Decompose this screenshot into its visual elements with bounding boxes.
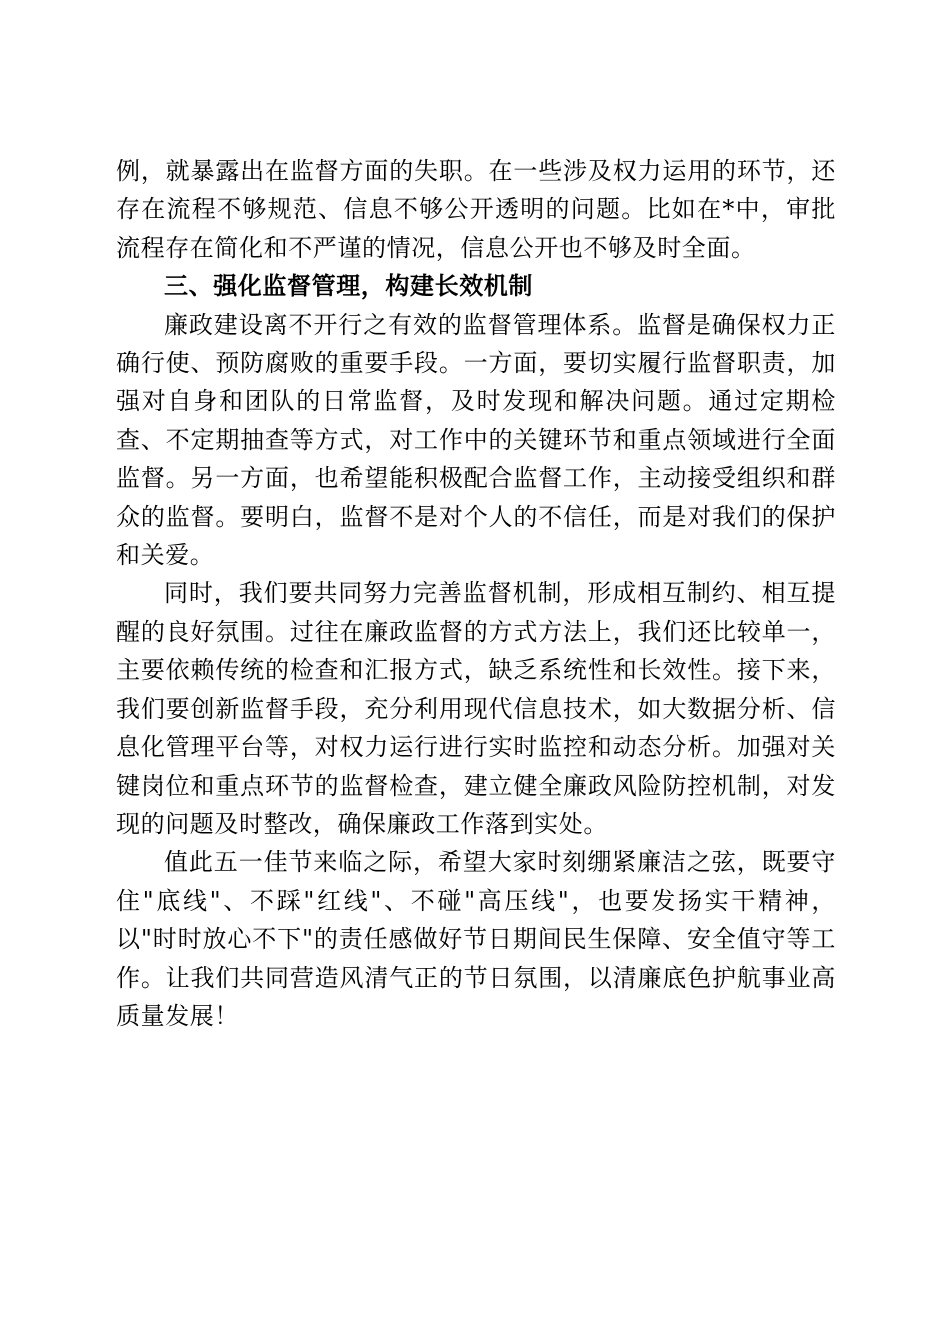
paragraph-supervision-system: 廉政建设离不开行之有效的监督管理体系。监督是确保权力正确行使、预防腐败的重要手段。一方面，要切实履行监督职责，加强对自身和团队的日常监督，及时发现和解决问题。通过定期检查、不定期抽查等方式，对工作中的关键环节和重点领域进行全面监督。另一方面，也希望能积极配合监督工作，主动接受组织和群众的监督。要明白，监督不是对个人的不信任，而是对我们的保护和关爱。: [116, 310, 836, 570]
paragraph-continuation: 例，就暴露出在监督方面的失职。在一些涉及权力运用的环节，还存在流程不够规范、信息不够公开透明的问题。比如在*中，审批流程存在简化和不严谨的情况，信息公开也不够及时全面。: [116, 157, 836, 262]
paragraph-holiday-message: 值此五一佳节来临之际，希望大家时刻绷紧廉洁之弦，既要守住"底线"、不踩"红线"、不碰"高压线"，也要发扬实干精神，以"时时放心不下"的责任感做好节日期间民生保障、安全值守等工作。让我们共同营造风清气正的节日氛围，以清廉底色护航事业高质量发展！: [116, 848, 836, 1030]
paragraph-mechanism: 同时，我们要共同努力完善监督机制，形成相互制约、相互提醒的良好氛围。过往在廉政监督的方式方法上，我们还比较单一，主要依赖传统的检查和汇报方式，缺乏系统性和长效性。接下来，我们要创新监督手段，充分利用现代信息技术，如大数据分析、信息化管理平台等，对权力运行进行实时监控和动态分析。加强对关键岗位和重点环节的监督检查，建立健全廉政风险防控机制，对发现的问题及时整改，确保廉政工作落到实处。: [116, 579, 836, 838]
document-body: [116, 152, 836, 1035]
section-heading: 三、强化监督管理，构建长效机制: [164, 272, 533, 301]
